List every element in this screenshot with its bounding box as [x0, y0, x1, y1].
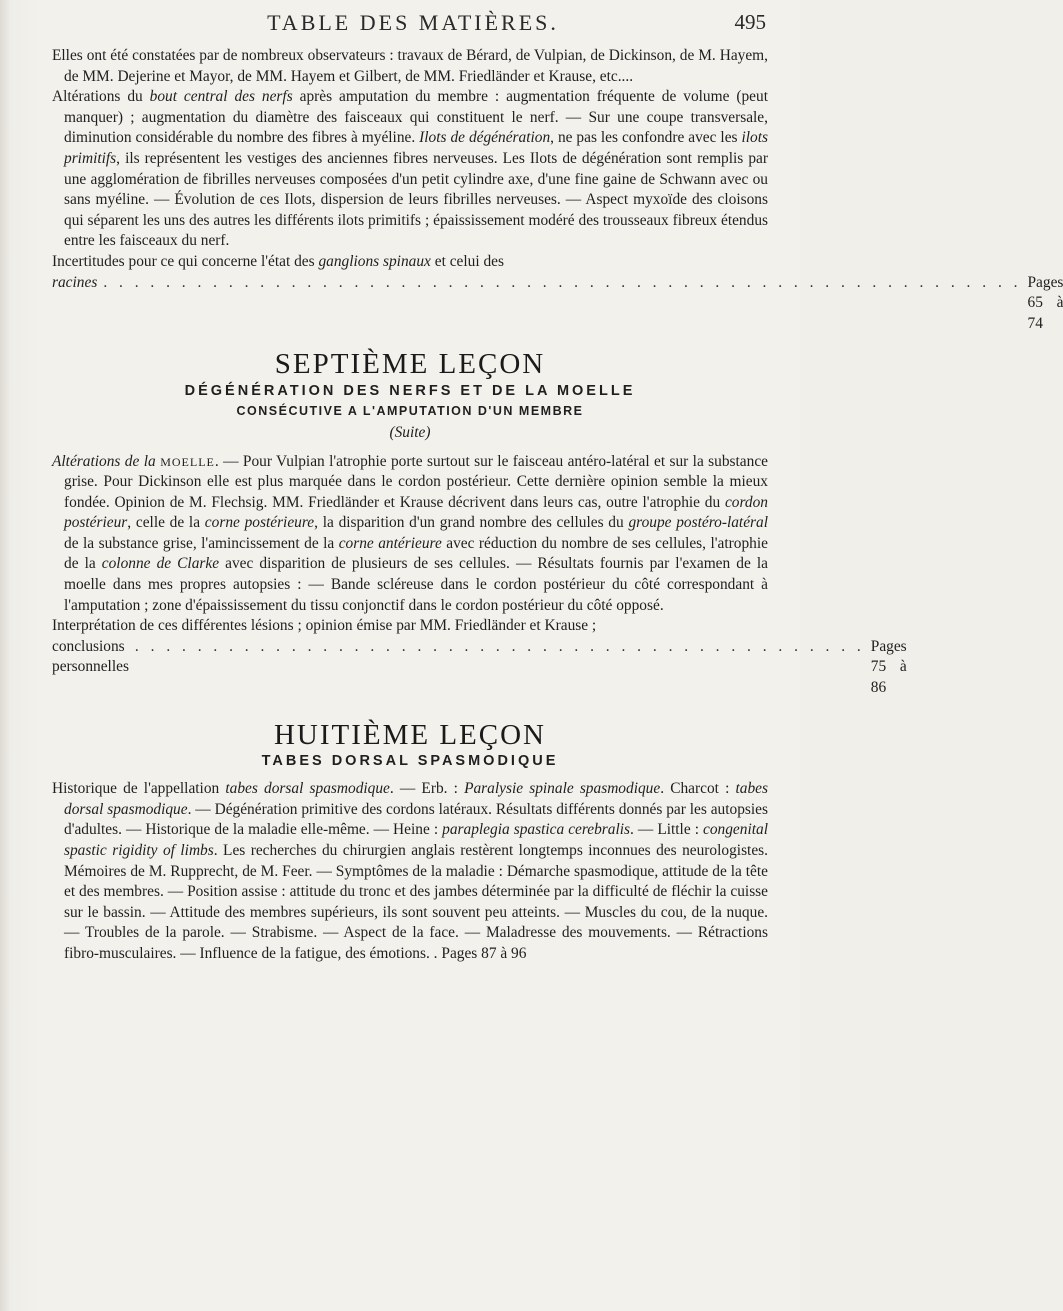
lesson-subtitle-7a: DÉGÉNÉRATION DES NERFS ET DE LA MOELLE [184, 382, 636, 399]
lesson-subtitle-7b: CONSÉCUTIVE A L'AMPUTATION D'UN MEMBRE [236, 403, 584, 418]
entry-interpretation: Interprétation de ces différentes lésions ; opinion émise par MM. Friedländer et Krause ; [52, 617, 597, 635]
entry-historique: Historique de l'appellation tabes dorsal spasmodique. — Erb. : Paralysie spinale spasmodique. Charcot : tabes dorsal spasmodique. — Dégénération primitive des cordons latéraux. Résultats différents donnés par les autopsies d'adultes. — Historique de la maladie elle-même. — Heine : paraplegia spastica cerebralis. — Little : congenital spastic rigidity of limbs. Les recherches du chirurgien anglais restèrent longtemps inconnues des neurologistes. Mémoires de M. Rupprecht, de M. Feer. — Symptômes de la maladie : Démarche spasmodique, attitude de la tête et des membres. — Position assise : attitude du tronc et des jambes déterminée par la difficulté de fléchir la cuisse sur le bassin. — Attitude des membres supérieurs, ils sont souvent peu atteints. — Muscles du cou, de la nuque. — Troubles de la parole. — Strabisme. — Aspect de la face. — Maladresse des mouvements. — Rétractions fibro-musculaires. — Influence de la fatigue, des émotions. . Pages 87 à 96 [52, 780, 769, 962]
entry-alterations-nerfs: Altérations du bout central des nerfs après amputation du membre : augmentation fréquente de volume (peut manquer) ; augmentation du diamètre des faisceaux qui constituent le nerf. — Sur une coupe transversale, diminution considérable du nombre des fibres à myéline. Ilots de dégénération, ne pas les confondre avec les ilots primitifs, ils représentent les vestiges des anciennes fibres nerveuses. Les Ilots de dégénération sont remplis par une agglomération de fibrilles nerveuses composées d'un petit cylindre axe, d'une fine gaine de Schwann avec ou sans myéline. — Évolution de ces Ilots, dispersion de leurs fibrilles nerveuses. — Aspect myxoïde des cloisons qui séparent les uns des autres les différents ilots primitifs ; épaississement modéré des trousseaux fibreux étendus entre les faisceaux du nerf. [52, 88, 768, 250]
lesson-subtitle-8: TABES DORSAL SPASMODIQUE [261, 753, 559, 770]
pages-line-1: racines . . . . . . . . . . . . . . . . . . . . . . . . . . . . . . . . . . . . . . . . . . . . . . . . . . . . . . . . . . . Pages 65 à 74 [52, 273, 1063, 332]
running-head [60, 10, 766, 44]
page-number: 495 [734, 10, 766, 34]
pages-line-2: conclusions personnelles . . . . . . . . . . . . . . . . . . . . . . . . . . . . . . . . . . . . . . . . . . . . . . . Pages 75 à 86 [52, 637, 907, 697]
lesson-suite: (Suite) [389, 423, 431, 441]
entry-observers: Elles ont été constatées par de nombreux observateurs : travaux de Bérard, de Vulpian, de Dickinson, de M. Hayem, de MM. Dejerine et Mayor, de MM. Hayem et Gilbert, de MM. Friedländer et Krause, etc.... [52, 47, 768, 85]
page-content [52, 46, 1063, 965]
lesson-title-7: SEPTIÈME LEÇON [274, 348, 546, 381]
entry-alterations-moelle: Altérations de la MOELLE. — Pour Vulpian l'atrophie porte surtout sur le faisceau antéro-latéral et sur la substance grise. Pour Dickinson elle est plus marquée dans le cordon postérieur. Cette dernière opinion semble la mieux fondée. Opinion de M. Flechsig. MM. Friedländer et Krause décrivent dans leurs cas, outre l'atrophie du cordon postérieur, celle de la corne postérieure, la disparition d'un grand nombre des cellules du groupe postéro-latéral de la substance grise, l'amincissement de la corne antérieure avec réduction du nombre de ses cellules, l'atrophie de la colonne de Clarke avec disparition de plusieurs de ses cellules. — Résultats fournis par l'examen de la moelle dans mes propres autopsies : — Bande scléreuse dans le cordon postérieur du côté correspondant à l'amputation ; zone d'épaississement du tissu conjonctif dans le cordon postérieur du côté opposé. [52, 452, 768, 614]
lesson-title-8: HUITIÈME LEÇON [273, 718, 547, 751]
running-title: TABLE DES MATIÈRES. [267, 10, 559, 35]
entry-incertitudes: Incertitudes pour ce qui concerne l'état des ganglions spinaux et celui des [52, 252, 504, 270]
